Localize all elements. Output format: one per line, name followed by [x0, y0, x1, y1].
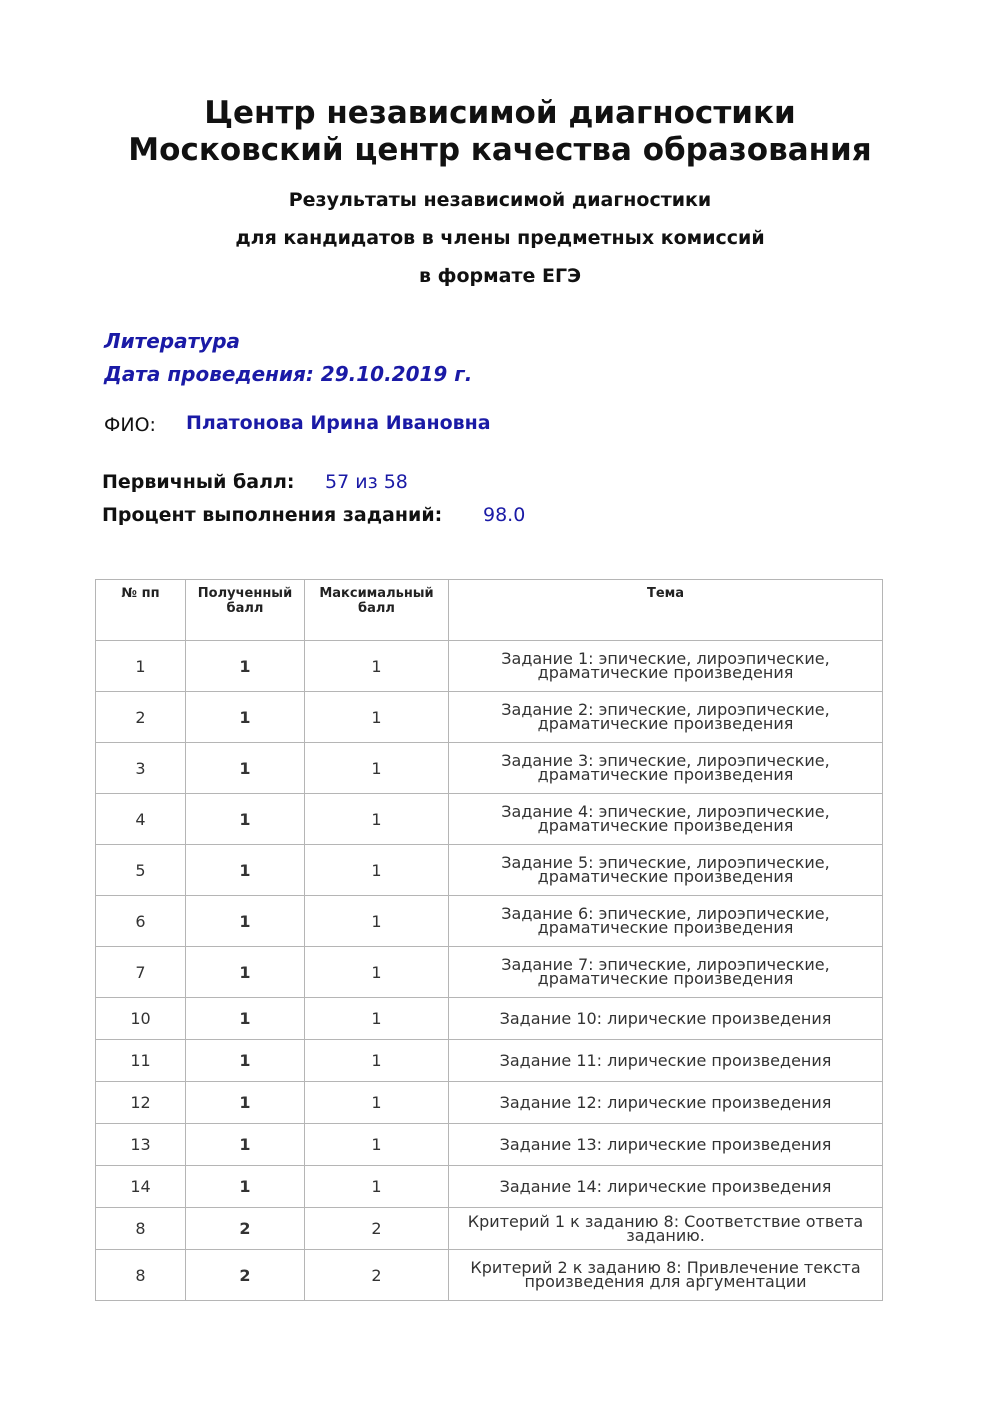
row-max-score: 1 — [305, 743, 449, 794]
row-topic: Задание 5: эпические, лироэпические, драматические произведения — [449, 845, 883, 896]
row-got-score: 1 — [186, 1166, 305, 1208]
row-max-score: 1 — [305, 641, 449, 692]
table-row — [96, 1208, 883, 1250]
title-line-1: Центр независимой диагностики — [204, 95, 796, 131]
row-got-score: 1 — [186, 947, 305, 998]
subject-name: Литература — [104, 329, 241, 353]
row-num: 5 — [96, 845, 186, 896]
row-max-score: 1 — [305, 947, 449, 998]
row-topic: Задание 10: лирические произведения — [449, 998, 883, 1040]
table-row — [96, 998, 883, 1040]
exam-date: Дата проведения: 29.10.2019 г. — [104, 362, 473, 386]
row-max-score: 1 — [305, 998, 449, 1040]
row-max-score: 1 — [305, 1166, 449, 1208]
row-topic: Задание 6: эпические, лироэпические, драматические произведения — [449, 896, 883, 947]
table-row — [96, 743, 883, 794]
row-max-score: 1 — [305, 1124, 449, 1166]
table-row — [96, 947, 883, 998]
fio-label: ФИО: — [104, 414, 156, 436]
fio-value: Платонова Ирина Ивановна — [186, 412, 491, 434]
row-num: 12 — [96, 1082, 186, 1124]
row-num: 8 — [96, 1250, 186, 1301]
row-num: 8 — [96, 1208, 186, 1250]
row-got-score: 1 — [186, 896, 305, 947]
row-max-score: 1 — [305, 1040, 449, 1082]
row-max-score: 2 — [305, 1250, 449, 1301]
table-header-row — [96, 580, 883, 641]
row-num: 11 — [96, 1040, 186, 1082]
row-max-score: 1 — [305, 794, 449, 845]
row-got-score: 1 — [186, 1040, 305, 1082]
table-row — [96, 845, 883, 896]
header-got-score: Полученный балл — [186, 580, 305, 641]
row-got-score: 1 — [186, 845, 305, 896]
title-line-2: Московский центр качества образования — [128, 132, 872, 168]
row-topic: Задание 7: эпические, лироэпические, драматические произведения — [449, 947, 883, 998]
row-topic: Задание 12: лирические произведения — [449, 1082, 883, 1124]
subtitle-line-1: Результаты независимой диагностики — [288, 189, 712, 211]
row-num: 2 — [96, 692, 186, 743]
completion-percent-label: Процент выполнения заданий: — [102, 504, 443, 526]
header-num: № пп — [96, 580, 186, 641]
row-topic: Задание 13: лирические произведения — [449, 1124, 883, 1166]
row-got-score: 2 — [186, 1250, 305, 1301]
table-row — [96, 1166, 883, 1208]
header-topic: Тема — [449, 580, 883, 641]
row-topic: Задание 14: лирические произведения — [449, 1166, 883, 1208]
row-num: 7 — [96, 947, 186, 998]
table-row — [96, 1040, 883, 1082]
results-table — [95, 579, 883, 1301]
row-got-score: 1 — [186, 1082, 305, 1124]
row-max-score: 1 — [305, 845, 449, 896]
primary-score-label: Первичный балл: — [102, 471, 295, 493]
primary-score-value: 57 из 58 — [325, 471, 408, 493]
row-got-score: 2 — [186, 1208, 305, 1250]
row-num: 14 — [96, 1166, 186, 1208]
table-row — [96, 794, 883, 845]
header-max-score: Максимальный балл — [305, 580, 449, 641]
row-topic: Задание 2: эпические, лироэпические, драматические произведения — [449, 692, 883, 743]
subtitle-line-2: для кандидатов в члены предметных комиссий — [235, 227, 765, 249]
table-row — [96, 692, 883, 743]
table-row — [96, 1082, 883, 1124]
row-max-score: 1 — [305, 692, 449, 743]
completion-percent-value: 98.0 — [483, 504, 526, 526]
row-num: 4 — [96, 794, 186, 845]
row-topic: Задание 11: лирические произведения — [449, 1040, 883, 1082]
row-topic: Задание 1: эпические, лироэпические, драматические произведения — [449, 641, 883, 692]
row-got-score: 1 — [186, 998, 305, 1040]
row-num: 10 — [96, 998, 186, 1040]
table-row — [96, 896, 883, 947]
row-got-score: 1 — [186, 794, 305, 845]
row-got-score: 1 — [186, 641, 305, 692]
row-num: 3 — [96, 743, 186, 794]
row-topic: Критерий 2 к заданию 8: Привлечение текста произведения для аргументации — [449, 1250, 883, 1301]
row-topic: Задание 4: эпические, лироэпические, драматические произведения — [449, 794, 883, 845]
row-num: 1 — [96, 641, 186, 692]
table-row — [96, 641, 883, 692]
row-topic: Задание 3: эпические, лироэпические, драматические произведения — [449, 743, 883, 794]
row-max-score: 1 — [305, 1082, 449, 1124]
row-topic: Критерий 1 к заданию 8: Соответствие ответа заданию. — [449, 1208, 883, 1250]
subtitle-line-3: в формате ЕГЭ — [418, 265, 582, 287]
row-num: 6 — [96, 896, 186, 947]
row-got-score: 1 — [186, 743, 305, 794]
table-row — [96, 1250, 883, 1301]
table-row — [96, 1124, 883, 1166]
row-got-score: 1 — [186, 692, 305, 743]
row-max-score: 2 — [305, 1208, 449, 1250]
row-max-score: 1 — [305, 896, 449, 947]
row-got-score: 1 — [186, 1124, 305, 1166]
row-num: 13 — [96, 1124, 186, 1166]
